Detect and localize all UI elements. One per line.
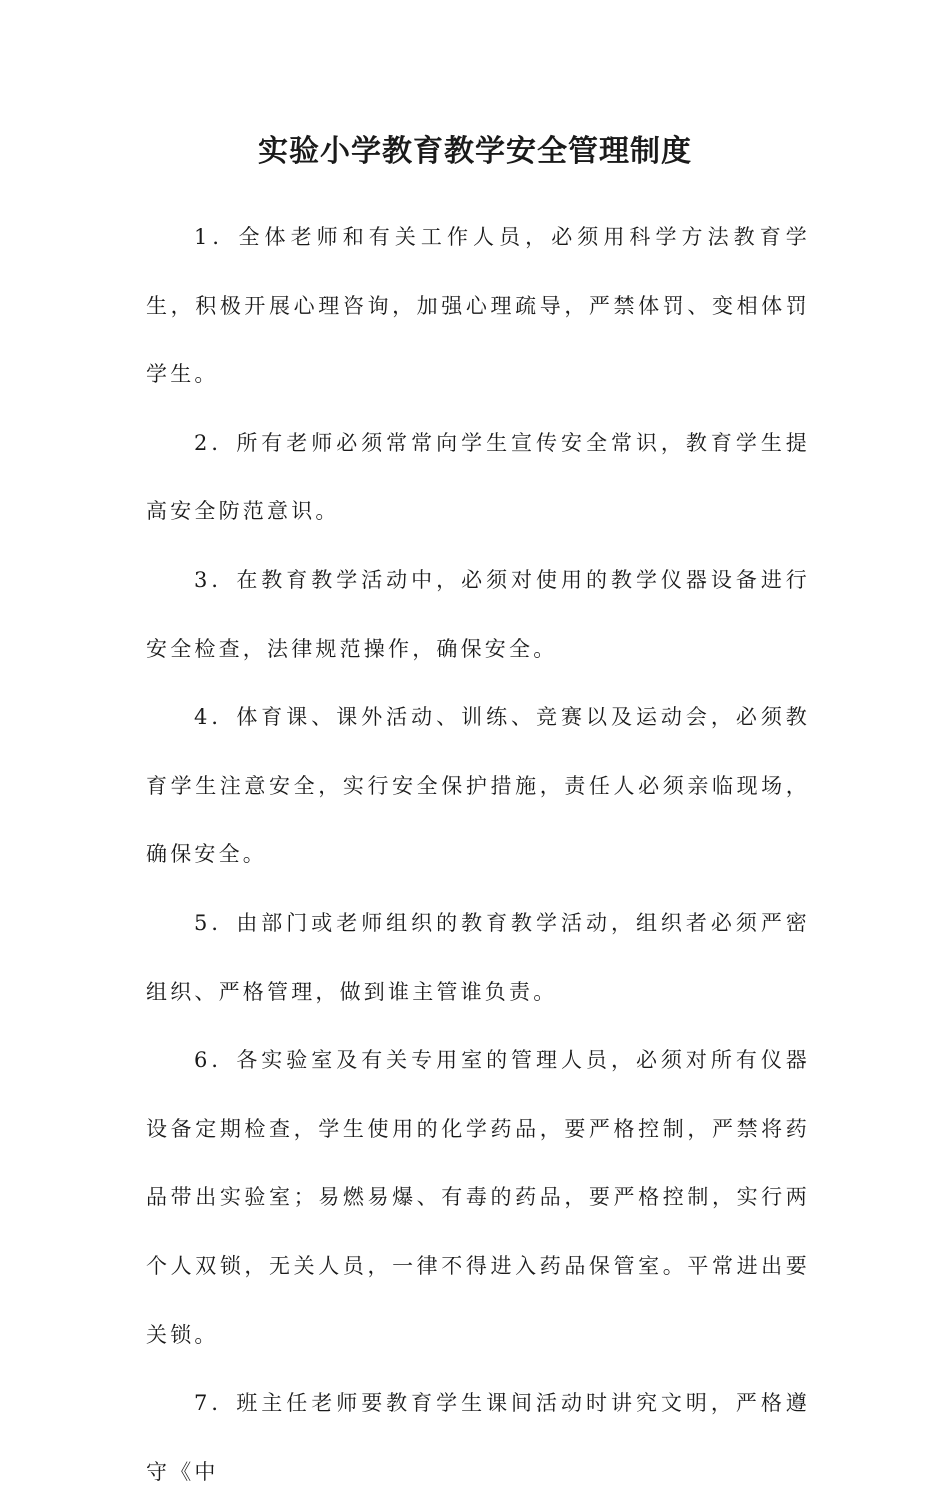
document-title: 实验小学教育教学安全管理制度 [258, 134, 692, 169]
document-body [146, 203, 810, 1506]
paragraph-2: 2．所有老师必须常常向学生宣传安全常识，教育学生提高安全防范意识。 [146, 430, 810, 524]
paragraph-6: 6．各实验室及有关专用室的管理人员，必须对所有仪器设备定期检查，学生使用的化学药品，要严格控制，严禁将药品带出实验室；易燃易爆、有毒的药品，要严格控制，实行两个人双锁，无关人员，一律不得进入药品保管室。平常进出要关锁。 [146, 1048, 810, 1347]
paragraph-4: 4．体育课、课外活动、训练、竞赛以及运动会，必须教育学生注意安全，实行安全保护措施，责任人必须亲临现场，确保安全。 [146, 705, 810, 867]
paragraph-1: 1．全体老师和有关工作人员，必须用科学方法教育学生，积极开展心理咨询，加强心理疏导，严禁体罚、变相体罚学生。 [146, 225, 810, 387]
paragraph-3: 3．在教育教学活动中，必须对使用的教学仪器设备进行安全检查，法律规范操作，确保安全。 [146, 567, 810, 661]
paragraph-7: 7．班主任老师要教育学生课间活动时讲究文明，严格遵守《中 [146, 1391, 810, 1484]
paragraph-5: 5．由部门或老师组织的教育教学活动，组织者必须严密组织、严格管理，做到谁主管谁负责。 [146, 910, 810, 1004]
